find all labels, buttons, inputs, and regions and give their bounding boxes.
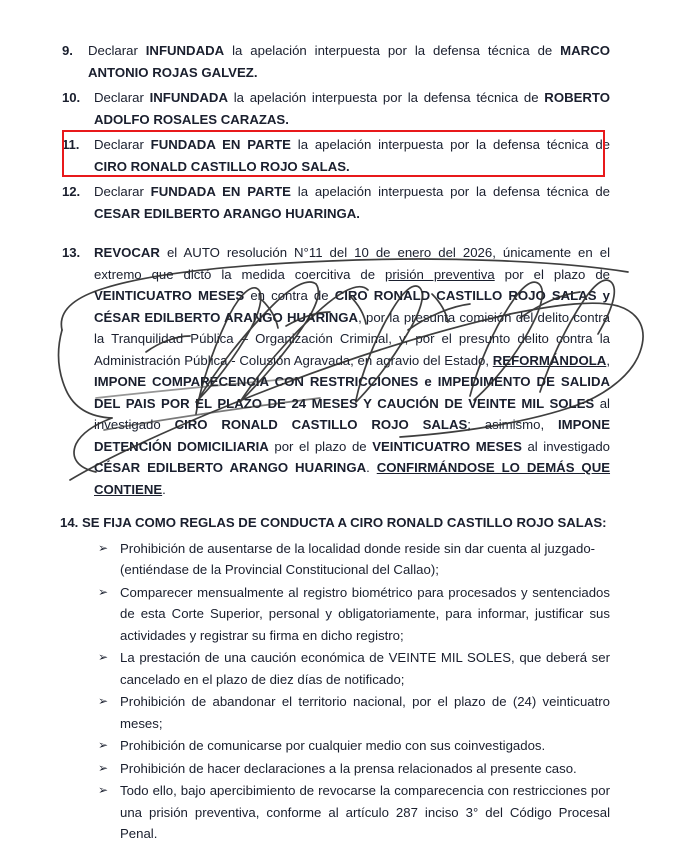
- clause-12-number: 12.: [62, 184, 81, 199]
- rule-item: [98, 691, 610, 734]
- emphasis-run: FUNDADA EN PARTE: [150, 137, 291, 152]
- emphasis-run: CESAR EDILBERTO ARANGO HUARINGA.: [94, 205, 360, 221]
- emphasis-run: CIRO RONALD CASTILLO ROJO SALAS: [174, 417, 468, 432]
- text-run: Declarar: [94, 90, 150, 105]
- emphasis-run: CIRO RONALD CASTILLO ROJO SALAS.: [94, 158, 350, 174]
- emphasis-run: VEINTICUATRO MESES: [94, 288, 245, 303]
- clause-11-number: 11.: [62, 137, 80, 152]
- text-run: la apelación interpuesta por la defensa técnica de: [227, 90, 545, 105]
- text-run: al investigado: [94, 395, 610, 432]
- rule-text: Todo ello, bajo apercibimiento de revocarse la comparecencia con restricciones por una prisión preventiva, conforme al artículo 287 inciso 3° del Código Procesal Penal.: [120, 783, 610, 841]
- emphasis-run: FUNDADA EN PARTE: [150, 184, 291, 199]
- emphasis-run: IMPONE COMPARECENCIA CON RESTRICCIONES e IMPEDIMENTO DE SALIDA DEL PAIS POR EL PLAZO DE 24 MESES Y CAUCIÓN DE VEINTE MIL SOLES: [94, 374, 610, 411]
- clause-12: [62, 181, 610, 224]
- document-body: [62, 40, 610, 846]
- text-run: , por la presunta comisión del delito contra la Tranquilidad Pública – Organización Criminal, y, por el presunto delito contra la Administración Pública - Colusión Agravada, en agravio del Estado,: [94, 309, 610, 368]
- rule-item: [98, 538, 610, 581]
- text-run: .: [162, 481, 166, 497]
- text-run: la apelación interpuesta por la defensa técnica de: [290, 184, 610, 199]
- bullet-arrow-icon: ➢: [98, 783, 109, 797]
- text-run: .: [366, 460, 377, 475]
- rule-item: [98, 647, 610, 690]
- bullet-arrow-icon: ➢: [98, 540, 109, 555]
- clause-9: [62, 40, 610, 83]
- text-run: la apelación interpuesta por la defensa técnica de: [290, 137, 610, 152]
- bullet-arrow-icon: ➢: [98, 760, 109, 775]
- emphasis-run: VEINTICUATRO MESES: [372, 438, 522, 454]
- bullet-arrow-icon: ➢: [98, 738, 109, 752]
- bullet-arrow-icon: ➢: [98, 650, 109, 664]
- rule-text: Prohibición de abandonar el territorio nacional, por el plazo de (24) veinticuatro meses;: [120, 694, 610, 731]
- rule-item: [98, 780, 610, 845]
- emphasis-run: MARCO ANTONIO ROJAS GALVEZ.: [88, 43, 610, 80]
- emphasis-run: REVOCAR: [94, 245, 160, 260]
- clause-10: [62, 87, 610, 130]
- clause-10-number: 10.: [62, 90, 81, 105]
- text-run: en contra de: [244, 288, 335, 303]
- rules-list: [98, 538, 610, 845]
- clause-13-text: [94, 242, 610, 500]
- text-run: por el plazo de: [494, 266, 611, 282]
- text-run: Declarar: [94, 137, 151, 152]
- emphasis-run: CIRO RONALD CASTILLO ROJO SALAS y CÉSAR EDILBERTO ARANGO HUARINGA: [94, 288, 610, 325]
- text-run: Declarar: [94, 184, 151, 199]
- emphasis-run: ROBERTO ADOLFO ROSALES CARAZAS.: [94, 90, 610, 127]
- rule-item: [98, 758, 610, 780]
- clause-11-text: [94, 134, 610, 177]
- text-run: ; asimismo,: [467, 417, 558, 432]
- emphasis-run: IMPONE DETENCIÓN DOMICILIARIA: [94, 417, 610, 454]
- emphasis-run: REFORMÁNDOLA: [492, 352, 607, 368]
- rule-item: [98, 735, 610, 757]
- clause-14-heading: 14. SE FIJA COMO REGLAS DE CONDUCTA A CIRO RONALD CASTILLO ROJO SALAS:: [60, 515, 607, 530]
- rule-item: [98, 582, 610, 647]
- emphasis-run: CONFIRMÁNDOSE LO DEMÁS QUE CONTIENE: [94, 460, 611, 497]
- clause-10-text: [94, 87, 610, 130]
- emphasis-run: INFUNDADA: [145, 43, 225, 58]
- clause-9-number: 9.: [62, 43, 73, 58]
- text-run: por el plazo de: [268, 438, 373, 454]
- emphasis-run: INFUNDADA: [149, 90, 228, 105]
- clause-13-number: 13.: [62, 245, 81, 260]
- clause-12-text: [94, 181, 610, 224]
- emphasis-run: CÉSAR EDILBERTO ARANGO HUARINGA: [94, 460, 367, 475]
- rule-text: Prohibición de hacer declaraciones a la prensa relacionados al presente caso.: [120, 760, 577, 776]
- text-run: Declarar: [88, 43, 146, 58]
- clause-13: [62, 242, 610, 500]
- rule-text: Comparecer mensualmente al registro biométrico para procesados y sentenciados de esta Corte Superior, personal y obligatoriamente, para informar, justificar sus actividades y registrar su firma en dicho registro;: [120, 584, 610, 643]
- text-run: ,: [606, 352, 610, 368]
- text-run: prisión preventiva: [385, 266, 495, 282]
- rule-text: La prestación de una caución económica de VEINTE MIL SOLES, que deberá ser cancelado en el plazo de diez días de notificado;: [120, 650, 610, 687]
- bullet-arrow-icon: ➢: [98, 584, 109, 599]
- text-run: la apelación interpuesta por la defensa técnica de: [224, 43, 561, 58]
- clause-11: [62, 134, 610, 177]
- clause-9-text: [88, 40, 610, 83]
- text-run: el AUTO resolución N°11 del 10 de enero del 2026, únicamente en el extremo que dictó la medida coercitiva de: [94, 245, 610, 282]
- rule-text: Prohibición de ausentarse de la localidad donde reside sin dar cuenta al juzgado-(entiéndase de la Provincial Constitucional del Callao);: [120, 540, 596, 577]
- bullet-arrow-icon: ➢: [98, 694, 109, 708]
- rule-text: Prohibición de comunicarse por cualquier medio con sus coinvestigados.: [120, 738, 546, 753]
- text-run: al investigado: [521, 438, 610, 454]
